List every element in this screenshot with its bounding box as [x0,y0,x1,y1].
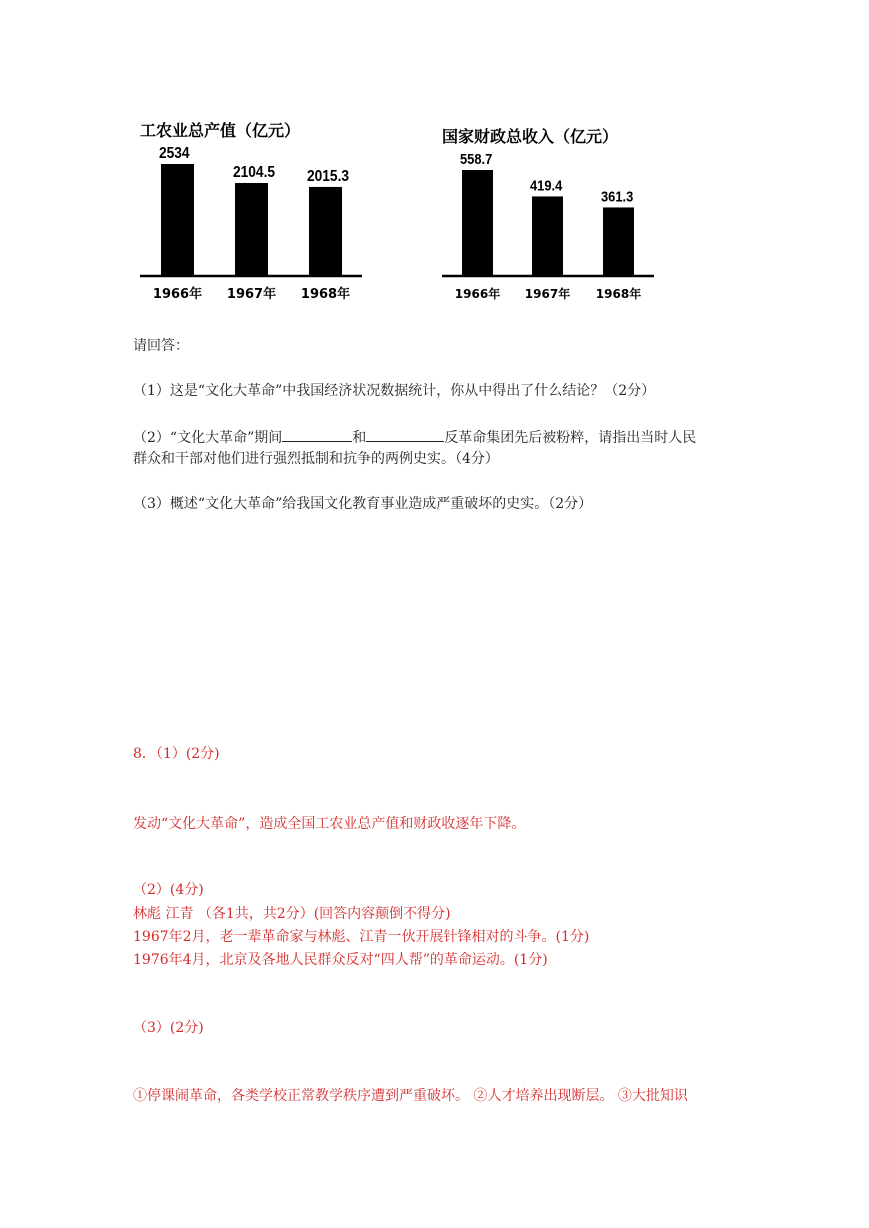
question-1: （1）这是“文化大革命”中我国经济状况数据统计，你从中得出了什么结论？（2分） [133,383,656,399]
value-label: 2104.5 [233,163,276,182]
value-label: 558.7 [460,150,493,168]
category-label: 1967年 [226,287,277,302]
question-2-text-b: 和 [352,430,367,446]
answer-2-line-1: 林彪 江青 （各1共，共2分）(回答内容颠倒不得分) [133,906,451,922]
answer-1-text: 发动“文化大革命”，造成全国工农业总产值和财政收逐年下降。 [133,816,526,832]
chart-title: 工农业总产值（亿元） [140,121,301,140]
chart-industrial-agricultural-output [130,112,380,312]
bar-1968年 [309,187,342,276]
answer-1-heading: 8．（1）(2分) [133,746,220,762]
question-2-text-a: （2）“文化大革命”期间 [133,430,283,446]
value-label: 2534 [159,144,190,163]
value-label: 361.3 [601,187,634,205]
bar-chart-svg [130,112,380,312]
answer-2-line-3: 1976年4月，北京及各地人民群众反对“四人帮”的革命运动。(1分) [133,952,548,968]
category-label: 1966年 [152,287,203,302]
chart-national-fiscal-revenue [432,112,672,312]
category-label: 1966年 [454,287,501,301]
question-2-text-c: 反革命集团先后被粉粹，请指出当时人民 [444,430,697,446]
bar-1968年 [603,207,634,276]
question-2-line-2: 群众和干部对他们进行强烈抵制和抗争的两例史实。（4分） [133,451,499,467]
answer-blank-1[interactable] [282,427,352,442]
value-label: 2015.3 [307,166,350,186]
category-label: 1968年 [595,287,642,301]
chart-title: 国家财政总收入（亿元） [442,127,619,146]
question-3: （3）概述“文化大革命”给我国文化教育事业造成严重破坏的史实。（2分） [133,496,593,512]
bar-1966年 [462,170,493,276]
category-label: 1968年 [300,287,351,302]
bar-1967年 [235,183,268,276]
question-2-line-1 [133,427,696,448]
bar-1966年 [161,164,194,276]
answer-blank-2[interactable] [366,427,444,442]
category-label: 1967年 [524,287,571,301]
bar-1967年 [532,196,563,276]
answer-2-heading: （2）(4分) [133,882,204,898]
answer-3-text: ①停课闹革命，各类学校正常教学秩序遭到严重破坏。 ②人才培养出现断层。 ③大批知识 [133,1088,688,1104]
value-label: 419.4 [530,176,563,194]
question-prompt: 请回答： [133,338,189,354]
answer-3-heading: （3）(2分) [133,1020,204,1036]
answer-2-line-2: 1967年2月，老一辈革命家与林彪、江青一伙开展针锋相对的斗争。(1分) [133,929,590,945]
